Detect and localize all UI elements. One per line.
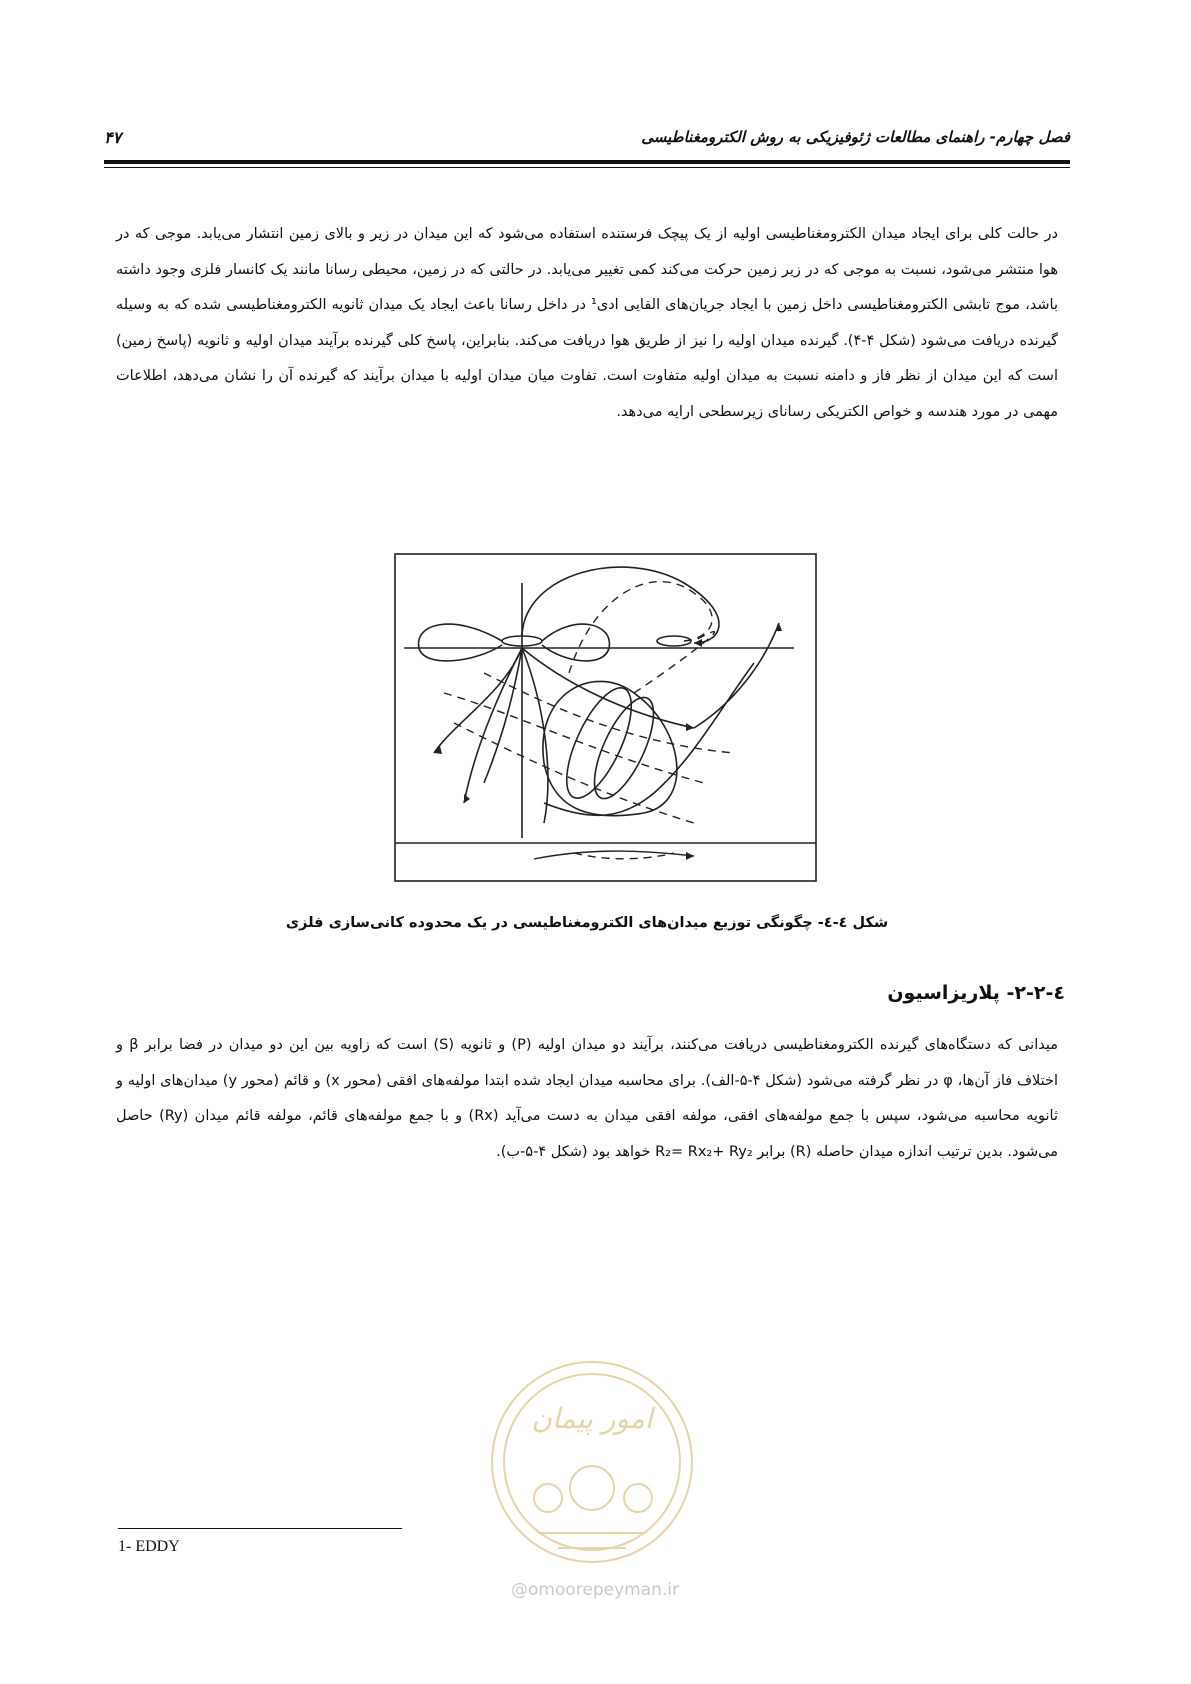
at-icon: @ — [510, 1580, 528, 1600]
footnote-rule — [118, 1528, 402, 1529]
footnote: 1- EDDY — [118, 1538, 180, 1555]
page-number: ۴۷ — [104, 128, 122, 147]
body-paragraph-1: در حالت کلی برای ایجاد میدان الکترومغناطیسی اولیه از یک پیچک فرستنده استفاده می‌شود که این میدان در زیر و بالای زمین انتشار می‌یابد. موجی که در هوا منتشر می‌شود، نسبت به موجی که در زیر زمین حرکت می‌کند کمی تغییر می‌یابد. در حالتی که در زمین، محیطی رسانا مانند یک کانسار فلزی وجود داشته باشد، موج تابشی الکترومغناطیسی داخل زمین با ایجاد جریان‌های القایی ادی¹ در داخل رسانا باعث ایجاد یک میدان ثانویه الکترومغناطیسی شده که به وسیله گیرنده دریافت می‌شود (شکل ۴-۴). گیرنده میدان اولیه را نیز از طریق هوا دریافت می‌کند. بنابراین، پاسخ کلی گیرنده برآیند میدان اولیه و ثانویه (پاسخ زمین) است که این میدان از نظر فاز و دامنه نسبت به میدان اولیه متفاوت است. تفاوت میان میدان اولیه با میدان برآیند که گیرنده آن را نشان می‌دهد، اطلاعات مهمی در مورد هندسه و خواص الکتریکی رسانای زیرسطحی ارایه می‌دهد. — [116, 226, 1059, 420]
eddy-current-loop-1 — [554, 679, 645, 806]
figure-frame — [395, 554, 816, 881]
watermark-url — [470, 1580, 720, 1600]
watermark-url-text: omoorepeyman.ir — [527, 1580, 680, 1600]
header-rule — [104, 160, 1070, 164]
header-rule-thin — [104, 167, 1070, 168]
body-paragraph-2: میدانی که دستگاه‌های گیرنده الکترومغناطیسی دریافت می‌کنند، برآیند دو میدان اولیه (P) و ثانویه (S) است که زاویه بین این دو میدان در فضا برابر β و اختلاف فاز آن‌ها، φ در نظر گرفته می‌شود (شکل ۴-۵-الف). برای محاسبه میدان ایجاد شده ابتدا مولفه‌های افقی (محور x) و قائم (محور y) میدان‌های اولیه و ثانویه محاسبه می‌شود، سپس با جمع مولفه‌های افقی، مولفه افقی میدان به دست می‌آید (Rx) و با جمع مولفه‌های قائم، مولفه قائم میدان (Ry) حاصل می‌شود. بدین ترتیب اندازه میدان حاصله (R) برابر R₂= Rx₂+ Ry₂ خواهد بود (شکل ۴-۵-ب). — [116, 1037, 1059, 1160]
figure-caption: شکل ٤-٤- چگونگی توزیع میدان‌های الکترومغناطیسی در یک محدوده کانی‌سازی فلزی — [285, 915, 889, 931]
svg-text:امور پیمان: امور پیمان — [531, 1402, 653, 1435]
chapter-title: فصل چهارم- راهنمای مطالعات ژئوفیزیکی به روش الکترومغناطیسی — [641, 128, 1070, 146]
watermark-seal — [478, 1348, 706, 1576]
page-header — [104, 128, 1070, 154]
em-field-figure — [394, 553, 818, 883]
section-heading: ٤-٢-٢- پلاریزاسیون — [887, 982, 1065, 1004]
